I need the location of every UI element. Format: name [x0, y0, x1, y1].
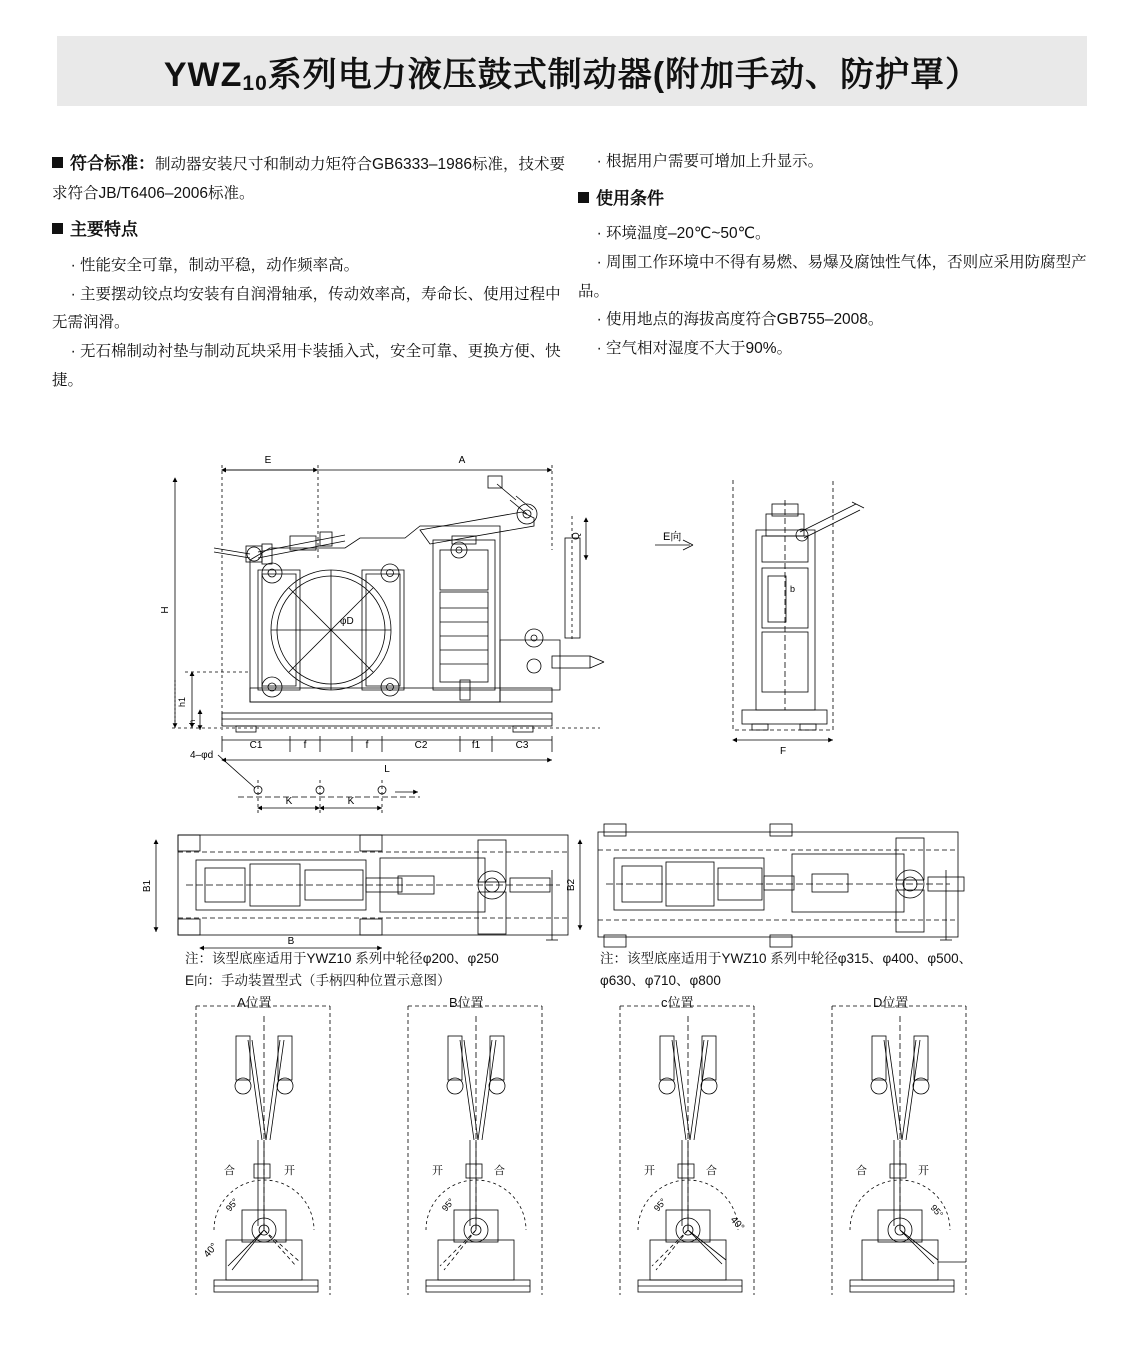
dim-label-K: K [285, 796, 293, 807]
note-right-line2: φ630、φ710、φ800 [600, 972, 721, 988]
page-title-banner [57, 36, 1087, 106]
page-title-subscript: 10 [242, 71, 268, 95]
angle-label: 95° [651, 1196, 669, 1214]
dim-label-B2: B2 [566, 878, 577, 892]
note-right-line1: 注：该型底座适用于YWZ10 系列中轮径φ315、φ400、φ500、 [600, 951, 973, 966]
dim-label-b: b [790, 584, 796, 594]
standard-heading: 符合标准： [70, 154, 155, 173]
dim-label-f: f [303, 740, 307, 751]
note-left-line2: E向：手动装置型式（手柄四种位置示意图） [185, 972, 451, 988]
assembly-drawing-svg [0, 440, 1145, 1340]
dim-label-A: A [458, 455, 466, 466]
dim-label-holes: 4–φd [190, 750, 214, 761]
condition-item: · 空气相对湿度不大于90%。 [596, 340, 793, 358]
angle-label: 40° [201, 1241, 221, 1260]
handle-text-open: 开 [918, 1165, 929, 1177]
handle-position-label-b: B位置 [449, 995, 484, 1010]
bullet-square-icon [578, 192, 589, 203]
dim-label-L: L [384, 764, 390, 775]
condition-item: · 使用地点的海拔高度符合GB755–2008。 [596, 311, 884, 329]
note-right [600, 948, 1020, 991]
dim-label-E: E [264, 455, 272, 466]
page-title-rest: 系列电力液压鼓式制动器(附加手动、防护罩） [267, 55, 981, 94]
dim-label-B: B [287, 936, 295, 947]
right-text-column [578, 148, 1088, 364]
condition-item: · 环境温度–20℃~50℃。 [596, 225, 771, 243]
conditions-heading-row [578, 183, 1088, 215]
bullet-square-icon [52, 223, 63, 234]
feature-item: · 主要摆动铰点均安装有自润滑轴承，传动效率高，寿命长、使用过程中无需润滑。 [52, 285, 561, 332]
angle-label: 95° [223, 1196, 241, 1214]
technical-drawing-area [0, 440, 1145, 1340]
dim-label-f1: f1 [471, 740, 481, 751]
note-left [185, 948, 545, 991]
dim-label-f: f [365, 740, 369, 751]
handle-text-close: 合 [856, 1165, 867, 1177]
dim-label-C2: C2 [414, 740, 428, 751]
handle-text-close: 合 [706, 1165, 717, 1177]
right-top-note: · 根据用户需要可增加上升显示。 [596, 153, 824, 170]
feature-item: · 性能安全可靠，制动平稳，动作频率高。 [70, 257, 360, 275]
dim-label-Q: Q [571, 532, 582, 540]
dim-label-F: F [779, 746, 787, 757]
left-text-column [52, 148, 572, 395]
dim-label-D: φD [340, 616, 354, 627]
features-heading-row [52, 214, 572, 246]
handle-position-label-a: A位置 [237, 995, 272, 1010]
dim-label-H: H [160, 606, 171, 614]
handle-position-label-d: D位置 [873, 995, 909, 1010]
handle-text-open: 开 [644, 1165, 655, 1177]
dim-label-B1: B1 [142, 879, 153, 893]
handle-text-close: 合 [224, 1165, 235, 1177]
features-heading: 主要特点 [70, 220, 138, 240]
handle-text-open: 开 [432, 1165, 443, 1177]
page-title-main: YWZ [163, 55, 243, 94]
dim-label-h: h [188, 719, 197, 725]
dim-label-C1: C1 [249, 740, 263, 751]
feature-item: · 无石棉制动衬垫与制动瓦块采用卡装插入式，安全可靠、更换方便、快捷。 [52, 343, 561, 389]
dim-label-h1: h1 [177, 696, 187, 708]
dim-label-K: K [347, 796, 355, 807]
handle-position-label-c: c位置 [661, 995, 694, 1010]
angle-label: 40° [727, 1214, 747, 1234]
page-title [164, 47, 980, 96]
conditions-heading: 使用条件 [596, 188, 664, 208]
condition-item: · 周围工作环境中不得有易燃、易爆及腐蚀性气体，否则应采用防腐型产品。 [578, 254, 1087, 300]
standard-text: 制动器安装尺寸和制动力矩符合GB6333–1986标准，技术要求符合JB/T6406–2006标准。 [52, 156, 565, 202]
handle-text-close: 合 [494, 1165, 505, 1177]
dim-label-C3: C3 [515, 740, 529, 751]
handle-text-open: 开 [284, 1165, 295, 1177]
note-left-line1: 注：该型底座适用于YWZ10 系列中轮径φ200、φ250 [185, 951, 499, 966]
bullet-square-icon [52, 157, 63, 168]
standard-paragraph [52, 148, 572, 208]
view-label-E: E向 [663, 531, 682, 543]
angle-label: 95° [928, 1202, 946, 1220]
angle-label: 95° [439, 1196, 457, 1214]
